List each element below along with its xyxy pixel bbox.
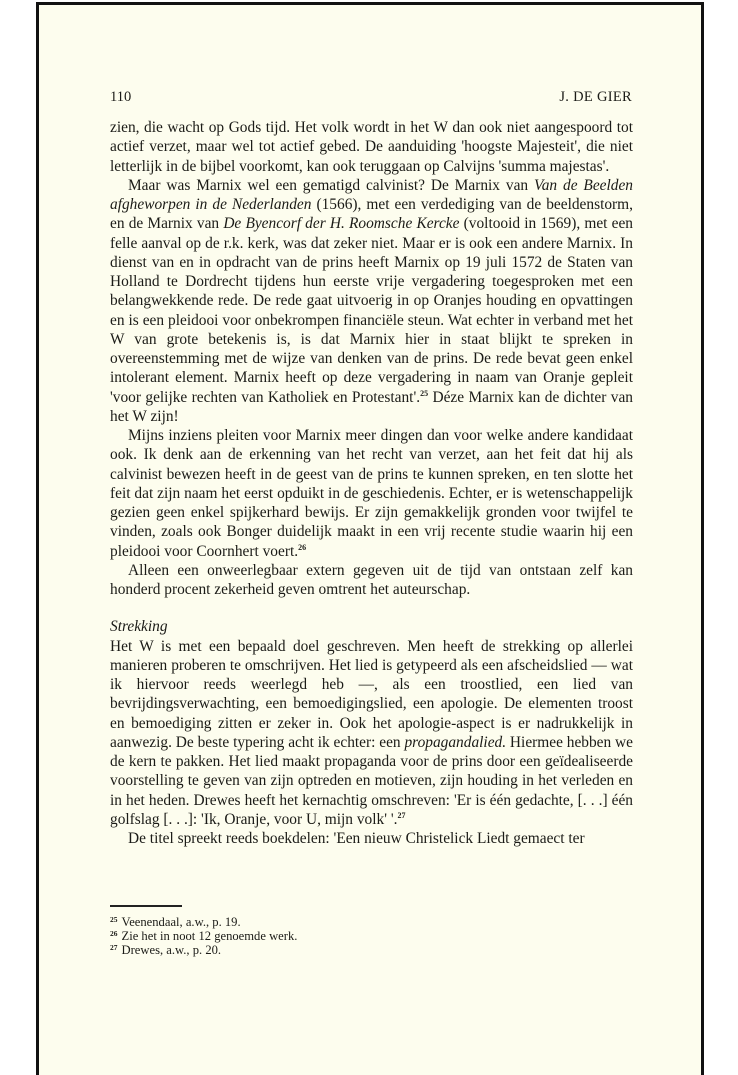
section-heading: Strekking [110,618,168,636]
footnote-rule [110,905,182,907]
footnote-ref: 25 [420,388,429,398]
page-number: 110 [110,89,132,105]
text-run: (voltooid in 1569), met een felle aanval op de r.k. kerk, was dat zeker niet. Maar er is ook een andere Marnix. In dienst van en in opdracht van de prins heeft Marnix op 19 juli 1572 de Staten van Holland te Dordrecht tijdens hun eerste vrije vergadering toegesproken met een belangwekkende rede. De rede gaat uitvoerig in op Oranjes houding en opvattingen en is een pleidooi voor onbekrompen financiële steun. Wat echter in verband met het W van grote betekenis is, is dat Marnix hier in staat blijkt te spreken in overeenstemming met de wijze van denken van de prins. De rede bevat geen enkel intolerant element. Marnix heeft op deze vergadering in naam van Oranje gepleit 'voor gelijke rechten van Katholiek en Protestant'. [110,215,633,406]
footnote-number: 27 [110,943,118,953]
italic-text: Van de Beelden afgheworpen in de Nederlanden [110,176,633,213]
paragraph [110,176,633,426]
text-run: Mijns inziens pleiten voor Marnix meer dingen dan voor welke andere kandidaat ook. Ik denk aan de erkenning van het recht van verzet, aan het feit dat hij als calvinist bewezen heeft in de geest van de prins te kunnen spreken, en ten slotte het feit dat zijn naam het eerst opduikt in de geschiedenis. Echter, er is wetenschappelijk gezien geen enkel spijkerhard bewijs. Er zijn gemakkelijk gronden voor twijfel te vinden, zoals ook Bonger duidelijk maakt in een vrij recente studie waarin hij een pleidooi voor Coornhert voert. [110,427,633,560]
body-text [110,118,633,848]
footnote [110,943,297,957]
text-run: (1566), met een verdediging van de beeldenstorm, en de Marnix van [110,196,633,233]
text-run: zien, die wacht op Gods tijd. Het volk wordt in het W dan ook niet aangespoord tot actief verzet, maar wel tot actief gebed. De aanduiding 'hoogste Majesteit', die niet letterlijk in de bijbel voorkomt, kan ook teruggaan op Calvijns 'summa majestas'. [110,119,633,175]
text-run: De titel spreekt reeds boekdelen: 'Een nieuw Christelick Liedt gemaect ter [128,830,585,847]
text-run: Het W is met een bepaald doel geschreven. Men heeft de strekking op allerlei manieren proberen te omschrijven. Het lied is getypeerd als een afscheidslied — wat ik hiervoor reeds weerlegd heb —, als een troostlied, een lied van bevrijdingsverwachting, een bemoedigingslied, een apologie. De elementen troost en bemoediging zitten er zeker in. Ook het apologie-aspect is er nadrukkelijk in aanwezig. De beste typering acht ik echter: een [110,637,633,751]
section-paragraphs [110,637,633,849]
footnote [110,929,297,943]
text-run: Maar was Marnix wel een gematigd calvinist? De Marnix van [128,176,535,194]
italic-text: De Byencorf der H. Roomsche Kercke [223,215,460,233]
footnote-text: Drewes, a.w., p. 20. [121,943,222,958]
footnote-ref: 27 [397,810,406,820]
footnote-text: Zie het in noot 12 genoemde werk. [121,929,298,944]
paragraph [110,426,633,561]
footnote [110,915,297,929]
text-run: Alleen een onweerlegbaar extern gegeven uit de tijd van ontstaan zelf kan honderd procent zekerheid geven omtrent het auteurschap. [110,561,633,598]
footnote-text: Veenendaal, a.w., p. 19. [121,915,241,929]
paragraphs [110,118,633,599]
paragraph [110,561,633,600]
text-run: Hiermee hebben we de kern te pakken. Het lied maakt propaganda voor de prins door een geïdealiseerde voorstelling te geven van zijn optreden en motieven, zijn houding in het verleden en in het heden. Drewes heeft het kernachtig omschreven: 'Er is één gedachte, [. . .] één golfslag [. . .]: 'Ik, Oranje, voor U, mijn volk' '. [110,733,634,828]
paragraph [110,118,633,176]
paragraph [110,637,633,830]
footnotes [110,915,297,958]
text-run: Déze Marnix kan de dichter van het W zijn! [110,388,633,425]
footnote-number: 25 [110,915,118,924]
paragraph [110,829,633,848]
italic-text: propagandalied. [404,733,507,751]
footnote-number: 26 [110,929,118,939]
footnote-ref: 26 [298,542,307,552]
running-head-author: J. DE GIER [559,89,632,105]
